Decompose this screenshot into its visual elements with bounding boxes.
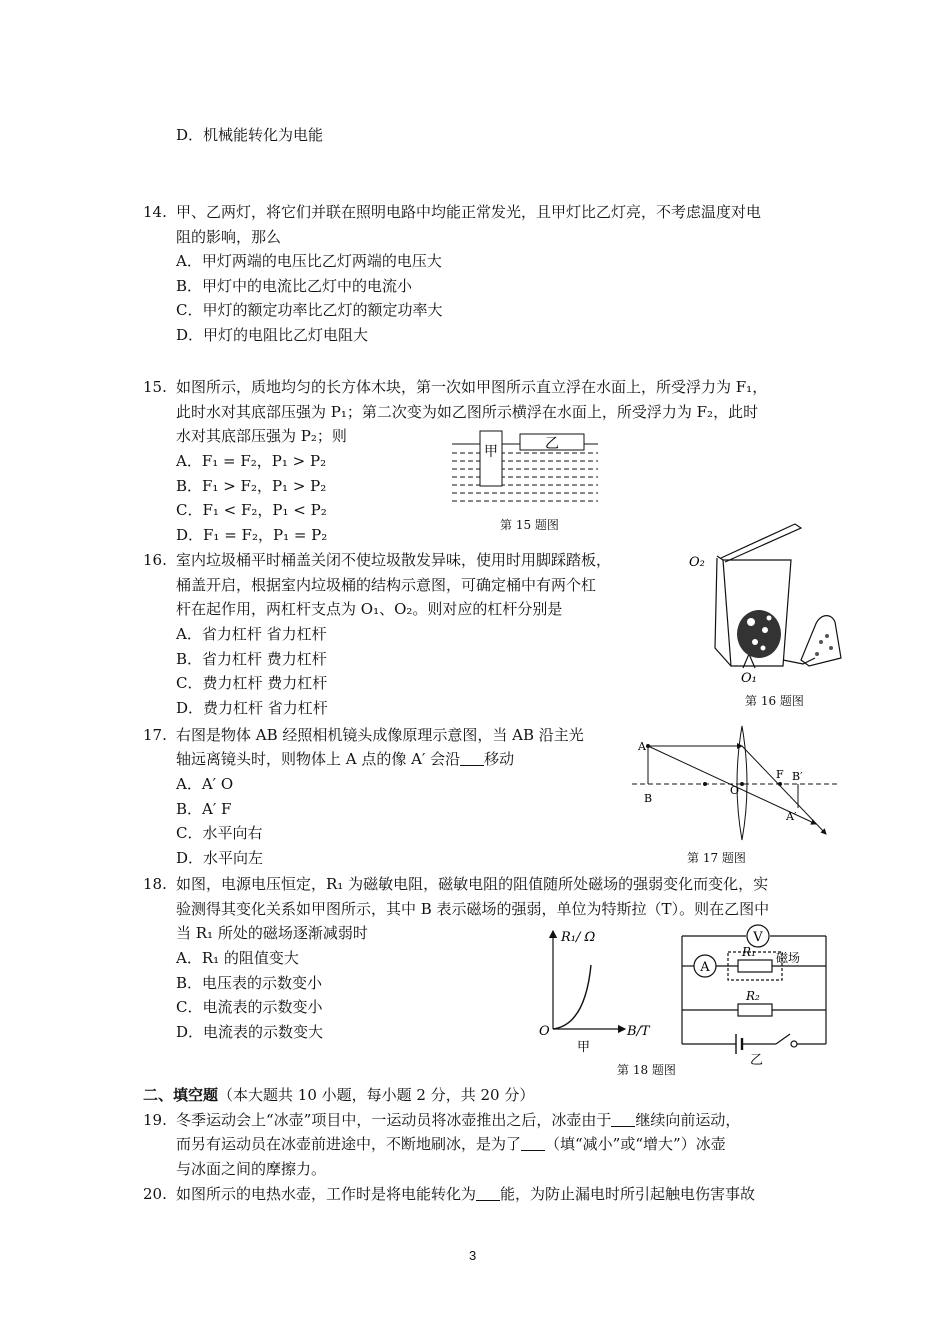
q18-field-label: 磁场 bbox=[776, 951, 801, 965]
q17-stem-line1: 右图是物体 AB 经照相机镜头成像原理示意图，当 AB 沿主光 bbox=[176, 726, 584, 744]
q18-option-b: B．电压表的示数变小 bbox=[176, 974, 323, 992]
q16-number: 16. bbox=[143, 551, 167, 569]
q15-option-b: B．F₁ > F₂，P₁ > P₂ bbox=[176, 477, 327, 495]
q20-stem-line1 bbox=[176, 1184, 755, 1204]
q18-r2-label: R₂ bbox=[746, 989, 760, 1003]
q15-stem-line3: 水对其底部压强为 P₂；则 bbox=[176, 427, 347, 445]
q18-voltmeter-label: V bbox=[753, 930, 763, 945]
q16-label-o1: O₁ bbox=[741, 671, 757, 686]
q17-label-f: F bbox=[776, 768, 784, 781]
q16-stem-line2: 桶盖开启，根据室内垃圾桶的结构示意图，可确定桶中有两个杠 bbox=[176, 576, 597, 594]
q18-ammeter-label: A bbox=[700, 960, 710, 975]
q16-option-b: B．省力杠杆 费力杠杆 bbox=[176, 650, 327, 668]
q16-option-a: A．省力杠杆 省力杠杆 bbox=[176, 625, 327, 643]
q15-figure bbox=[448, 426, 603, 514]
q13-option-d: D．机械能转化为电能 bbox=[176, 126, 324, 144]
q16-stem-line3: 杆在起作用，两杠杆支点为 O₁、O₂。则对应的杠杆分别是 bbox=[176, 600, 563, 618]
q15-number: 15. bbox=[143, 378, 167, 396]
q19-line1-a: 冬季运动会上“冰壶”项目中，一运动员将冰壶推出之后，冰壶由于 bbox=[176, 1111, 612, 1129]
q18-circuit-name: 乙 bbox=[750, 1053, 764, 1068]
q17-option-b: B．A′ F bbox=[176, 800, 232, 818]
q19-blank-1[interactable] bbox=[611, 1112, 635, 1127]
q18-graph-ylabel: R₁/ Ω bbox=[561, 930, 596, 945]
q18-option-d: D．电流表的示数变大 bbox=[176, 1023, 324, 1041]
q15-stem-line2: 此时水对其底部压强为 P₁；第二次变为如乙图所示横浮在水面上，所受浮力为 F₂，此时 bbox=[176, 403, 759, 421]
q19-number: 19. bbox=[143, 1111, 167, 1129]
q18-option-c: C．电流表的示数变小 bbox=[176, 998, 323, 1016]
q16-label-o2: O₂ bbox=[689, 555, 705, 570]
q18-graph-name: 甲 bbox=[577, 1040, 591, 1055]
q14-option-a: A．甲灯两端的电压比乙灯两端的电压大 bbox=[176, 252, 442, 270]
q19-stem-line3: 与冰面之间的摩擦力。 bbox=[176, 1160, 327, 1178]
q17-label-b: B bbox=[644, 792, 653, 805]
q17-label-bprime: B′ bbox=[792, 770, 803, 783]
q16-option-d: D．费力杠杆 省力杠杆 bbox=[176, 699, 328, 717]
q15-stem-line1: 如图所示，质地均匀的长方体木块，第一次如甲图所示直立浮在水面上，所受浮力为 F₁， bbox=[176, 378, 768, 396]
q18-r1-label: R₁ bbox=[742, 945, 756, 959]
q19-line1-b: 继续向前运动， bbox=[635, 1111, 741, 1129]
q15-option-d: D．F₁ = F₂，P₁ = P₂ bbox=[176, 526, 328, 544]
q17-lens-figure bbox=[630, 724, 840, 844]
q16-caption: 第 16 题图 bbox=[745, 694, 804, 708]
q15-caption: 第 15 题图 bbox=[500, 518, 559, 532]
q20-line1-a: 如图所示的电热水壶，工作时是将电能转化为 bbox=[176, 1185, 477, 1203]
q19-stem-line1 bbox=[176, 1110, 740, 1130]
q19-line2-b: （填“减小”或“增大”）冰壶 bbox=[545, 1135, 726, 1153]
q17-answer-blank[interactable] bbox=[460, 751, 484, 766]
q17-option-c: C．水平向右 bbox=[176, 824, 263, 842]
q14-number: 14. bbox=[143, 203, 167, 221]
q17-stem-line2 bbox=[176, 749, 514, 769]
section2-heading bbox=[143, 1085, 534, 1105]
q20-number: 20. bbox=[143, 1185, 167, 1203]
q18-circuit-yi bbox=[676, 922, 836, 1068]
q16-option-c: C．费力杠杆 费力杠杆 bbox=[176, 674, 328, 692]
q14-option-c: C．甲灯的额定功率比乙灯的额定功率大 bbox=[176, 301, 443, 319]
q17-label-aprime: A′ bbox=[786, 810, 797, 823]
q17-option-a: A．A′ O bbox=[176, 775, 234, 793]
section2-title: 二、填空题 bbox=[143, 1086, 219, 1104]
q18-graph-origin: O bbox=[539, 1024, 550, 1039]
q14-stem-line2: 阻的影响，那么 bbox=[176, 228, 282, 246]
q17-caption: 第 17 题图 bbox=[687, 851, 746, 865]
q20-line1-b: 能，为防止漏电时所引起触电伤害事故 bbox=[500, 1185, 756, 1203]
q17-stem-line2-a: 轴远离镜头时，则物体上 A 点的像 A′ 会沿 bbox=[176, 750, 461, 768]
page-number: 3 bbox=[469, 1248, 477, 1263]
q17-option-d: D．水平向左 bbox=[176, 849, 264, 867]
q17-stem-line2-b: 移动 bbox=[484, 750, 515, 768]
q15-label-yi: 乙 bbox=[545, 436, 559, 452]
q18-stem-line3: 当 R₁ 所处的磁场逐渐减弱时 bbox=[176, 924, 368, 942]
q18-stem-line1: 如图，电源电压恒定，R₁ 为磁敏电阻，磁敏电阻的阻值随所处磁场的强弱变化而变化，实 bbox=[176, 875, 769, 893]
q14-option-d: D．甲灯的电阻比乙灯电阻大 bbox=[176, 326, 369, 344]
q15-option-a: A．F₁ = F₂，P₁ > P₂ bbox=[176, 452, 327, 470]
q17-number: 17. bbox=[143, 726, 167, 744]
q19-blank-2[interactable] bbox=[521, 1136, 545, 1151]
q14-option-b: B．甲灯中的电流比乙灯中的电流小 bbox=[176, 277, 413, 295]
q16-trashcan-figure bbox=[685, 518, 845, 688]
q18-graph-jia bbox=[535, 925, 655, 1055]
q18-number: 18. bbox=[143, 875, 167, 893]
q19-stem-line2 bbox=[176, 1134, 726, 1154]
q18-option-a: A．R₁ 的阻值变大 bbox=[176, 949, 299, 967]
q17-label-a: A bbox=[638, 740, 646, 753]
q18-stem-line2: 验测得其变化关系如甲图所示，其中 B 表示磁场的强弱，单位为特斯拉（T）。则在乙图中 bbox=[176, 900, 770, 918]
q15-label-jia: 甲 bbox=[484, 444, 498, 460]
q15-option-c: C．F₁ < F₂，P₁ < P₂ bbox=[176, 501, 327, 519]
q20-blank-1[interactable] bbox=[476, 1186, 500, 1201]
q19-line2-a: 而另有运动员在冰壶前进途中，不断地刷冰，是为了 bbox=[176, 1135, 522, 1153]
q17-label-o: O bbox=[730, 784, 740, 797]
q16-stem-line1: 室内垃圾桶平时桶盖关闭不使垃圾散发异味，使用时用脚踩踏板， bbox=[176, 551, 612, 569]
section2-note: （本大题共 10 小题，每小题 2 分，共 20 分） bbox=[218, 1086, 535, 1104]
q18-graph-xlabel: B/T bbox=[627, 1024, 650, 1039]
q14-stem-line1: 甲、乙两灯，将它们并联在照明电路中均能正常发光，且甲灯比乙灯亮，不考虑温度对电 bbox=[176, 203, 762, 221]
q18-caption: 第 18 题图 bbox=[617, 1063, 676, 1077]
